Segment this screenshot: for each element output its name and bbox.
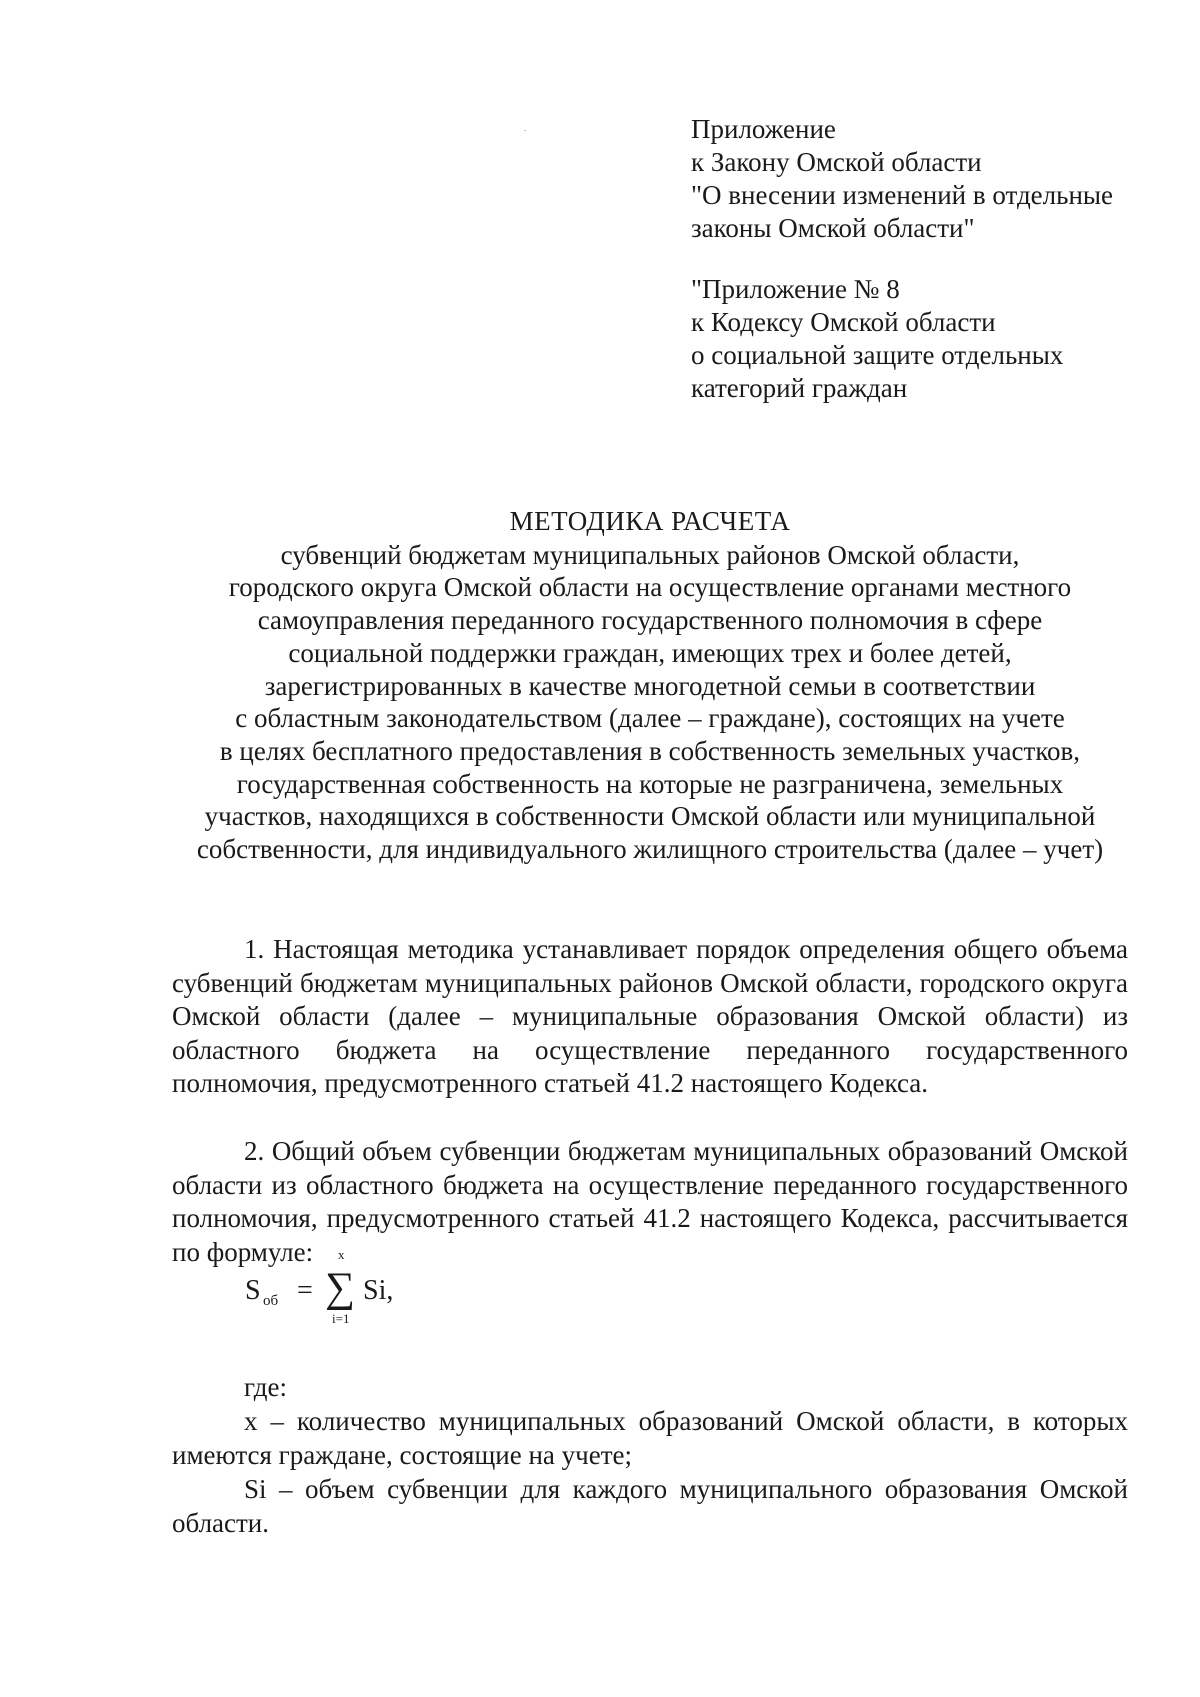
appendix-line: законы Омской области" — [691, 213, 975, 243]
subtitle-line: зарегистрированных в качестве многодетной семьи в соответствии — [264, 670, 1036, 701]
sum-formula — [245, 1245, 445, 1335]
subtitle-line: в целях бесплатного предоставления в собственность земельных участков, — [219, 735, 1081, 766]
sigma-symbol: ∑ — [325, 1265, 355, 1311]
annex-line: категорий граждан — [691, 373, 908, 403]
annex-line: о социальной защите отдельных — [691, 340, 1064, 370]
subtitle-line: с областным законодательством (далее – граждане), состоящих на учете — [235, 703, 1065, 734]
appendix-line: Приложение — [691, 114, 836, 144]
formula-equals: = — [297, 1275, 313, 1306]
methodology-title-block — [150, 505, 1150, 866]
subtitle-line: участков, находящихся в собственности Омской области или муниципальной — [204, 801, 1096, 832]
formula-lhs: S — [245, 1275, 261, 1306]
appendix-line: "О внесении изменений в отдельные — [691, 180, 1114, 210]
subtitle-line: самоуправления переданного государственного полномочия в сфере — [257, 605, 1043, 636]
definition-x: x – количество муниципальных образований Омской области, в которых имеются граждане, состоящие на учете; — [172, 1406, 1128, 1470]
subtitle-line: собственности, для индивидуального жилищного строительства (далее – учет) — [196, 834, 1104, 865]
formula-term: Si, — [363, 1275, 394, 1306]
formula-upper-limit: x — [338, 1247, 345, 1262]
annex-line: "Приложение № 8 — [691, 274, 900, 304]
subtitle-line: государственная собственность на которые не разграничена, земельных — [236, 768, 1064, 799]
formula-lower-limit: i=1 — [332, 1311, 350, 1326]
where-label: где: — [244, 1372, 287, 1402]
scan-artifact-dot — [524, 130, 526, 131]
annex-line: к Кодексу Омской области — [691, 307, 996, 337]
subtitle-line: субвенций бюджетам муниципальных районов Омской области, — [280, 539, 1020, 570]
subtitle-line: социальной поддержки граждан, имеющих трех и более детей, — [288, 637, 1012, 668]
appendix-line: к Закону Омской области — [691, 147, 982, 177]
paragraph-2: 2. Общий объем субвенции бюджетам муниципальных образований Омской области из областного бюджета на осуществление переданного государственного полномочия, предусмотренного статьей 41.2 настоящего Кодекса, рассчитывается по формуле: — [172, 1136, 1128, 1267]
appendix-spacer — [691, 245, 1113, 273]
document-title: МЕТОДИКА РАСЧЕТА — [509, 506, 791, 536]
definition-si: Si – объем субвенции для каждого муниципального образования Омской области. — [172, 1474, 1128, 1538]
appendix-header — [691, 113, 1113, 405]
subtitle-line: городского округа Омской области на осуществление органами местного — [228, 572, 1072, 603]
formula-lhs-subscript: об — [263, 1293, 279, 1309]
paragraph-1: 1. Настоящая методика устанавливает порядок определения общего объема субвенций бюджетам муниципальных районов Омской области, городского округа Омской области (далее – муниципальные образования Омской области) из областного бюджета на осуществление переданного государственного полномочия, предусмотренного статьей 41.2 настоящего Кодекса. — [172, 934, 1128, 1098]
